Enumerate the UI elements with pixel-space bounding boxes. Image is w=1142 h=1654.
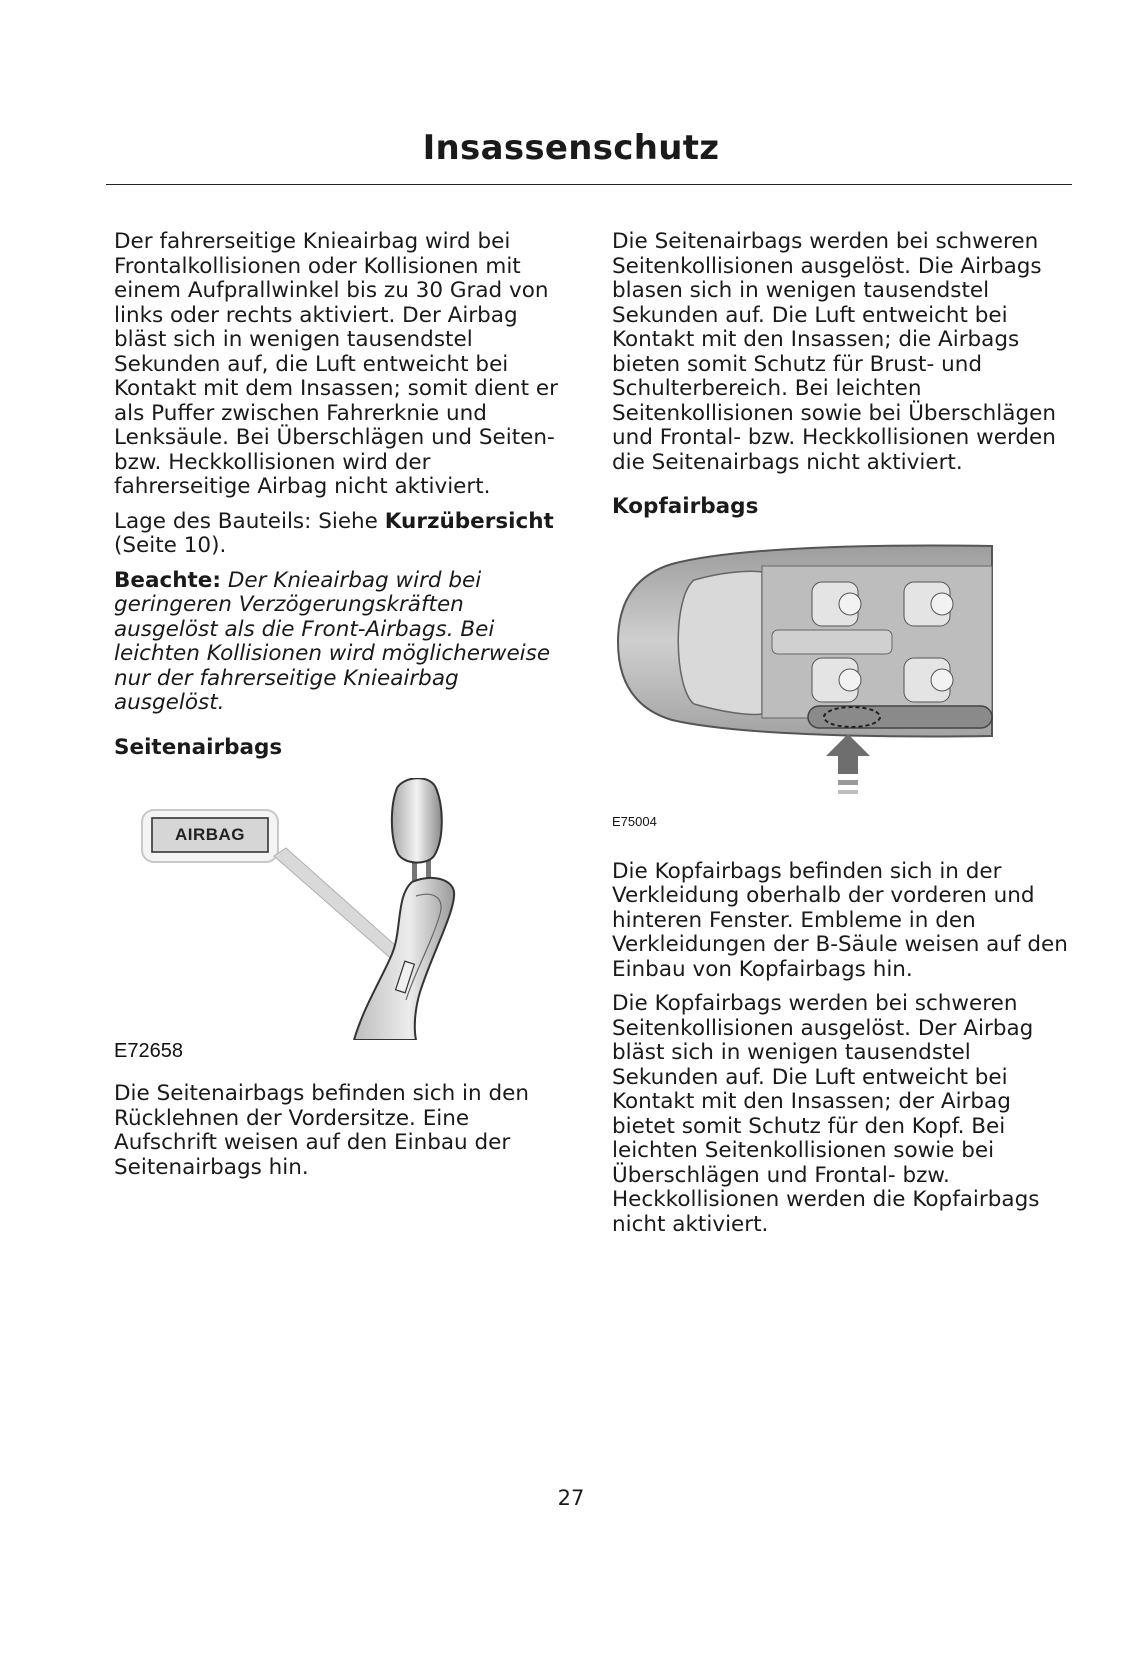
headrest [392,778,442,862]
component-location-paragraph [114,510,569,559]
title-divider [106,184,1072,185]
up-arrow-icon [826,734,870,774]
location-prefix: Lage des Bauteils: Siehe [114,508,385,534]
occupant-head [839,593,861,615]
head-airbags-heading: Kopfairbags [612,494,759,519]
side-airbags-heading: Seitenairbags [114,734,283,760]
center-console [772,630,892,654]
page-number: 27 [557,1486,585,1510]
arrow-dash [838,780,858,785]
seat-label-text: AIRBAG [174,825,246,844]
left-column [114,230,569,1190]
head-airbag-deploy-paragraph: Die Kopfairbags werden bei schweren Seitenkollisionen ausgelöst. Der Airbag bläst sich in wenigen tausendstel Sekunden auf. Die Luft entweicht bei Kontakt mit den Insassen; der Airbag bietet somit Schutz für den Kopf. Bei leichten Seitenkollisionen sowie bei Überschlägen und Frontal- bzw. Heckkollisionen werden die Kopfairbags nicht aktiviert. [612,991,1040,1237]
right-fade [912,538,1070,748]
right-column [612,230,1070,1247]
note-paragraph [114,569,569,716]
quick-overview-link[interactable]: Kurzübersicht [384,508,554,534]
arrow-dash [838,790,858,794]
note-label: Beachte: [114,567,221,593]
location-suffix: (Seite 10). [114,533,227,558]
car-curtain-airbag-figure [612,538,1070,846]
head-airbag-location-paragraph: Die Kopfairbags befinden sich in der Verkleidung oberhalb der vorderen und hinteren Fenster. Embleme in den Verkleidungen der B-Säule weisen auf den Einbau von Kopfairbags hin. [612,858,1068,982]
seat-airbag-figure [114,778,569,1068]
occupant-head [839,669,861,691]
knee-airbag-paragraph: Der fahrerseitige Knieairbag wird bei Frontalkollisionen oder Kollisionen mit einem Aufprallwinkel bis zu 30 Grad von links oder rechts aktiviert. Der Airbag bläst sich in wenigen tausendstel Sekunden auf, die Luft entweicht bei Kontakt mit dem Insassen; somit dient er als Puffer zwischen Fahrerknie und Lenksäule. Bei Überschlägen und Seiten- bzw. Heckkollisionen wird der fahrerseitige Airbag nicht aktiviert. [114,229,558,499]
side-airbag-location-paragraph: Die Seitenairbags befinden sich in den Rücklehnen der Vordersitze. Eine Aufschrift weisen auf den Einbau der Seitenairbags hin. [114,1081,529,1180]
page-title: Insassenschutz [422,128,720,168]
car-top-view-illustration [612,538,1070,808]
car-figure-code: E75004 [612,813,657,829]
windshield [678,571,762,714]
note-text: Der Knieairbag wird bei geringeren Verzögerungskräften ausgelöst als die Front-Airbags. Bei leichten Kollisionen wird möglicherweise nur der fahrerseitige Knieairbag ausgelöst. [114,567,551,715]
seat-figure-code: E72658 [114,1040,183,1062]
seat-back [354,878,454,1040]
side-airbag-deploy-paragraph: Die Seitenairbags werden bei schweren Seitenkollisionen ausgelöst. Die Airbags blasen sich in wenigen tausendstel Sekunden auf. Die Luft entweicht bei Kontakt mit den Insassen; die Airbags bieten somit Schutz für Brust- und Schulterbereich. Bei leichten Seitenkollisionen sowie bei Überschlägen und Frontal- bzw. Heckkollisionen werden die Seitenairbags nicht aktiviert. [612,229,1056,475]
